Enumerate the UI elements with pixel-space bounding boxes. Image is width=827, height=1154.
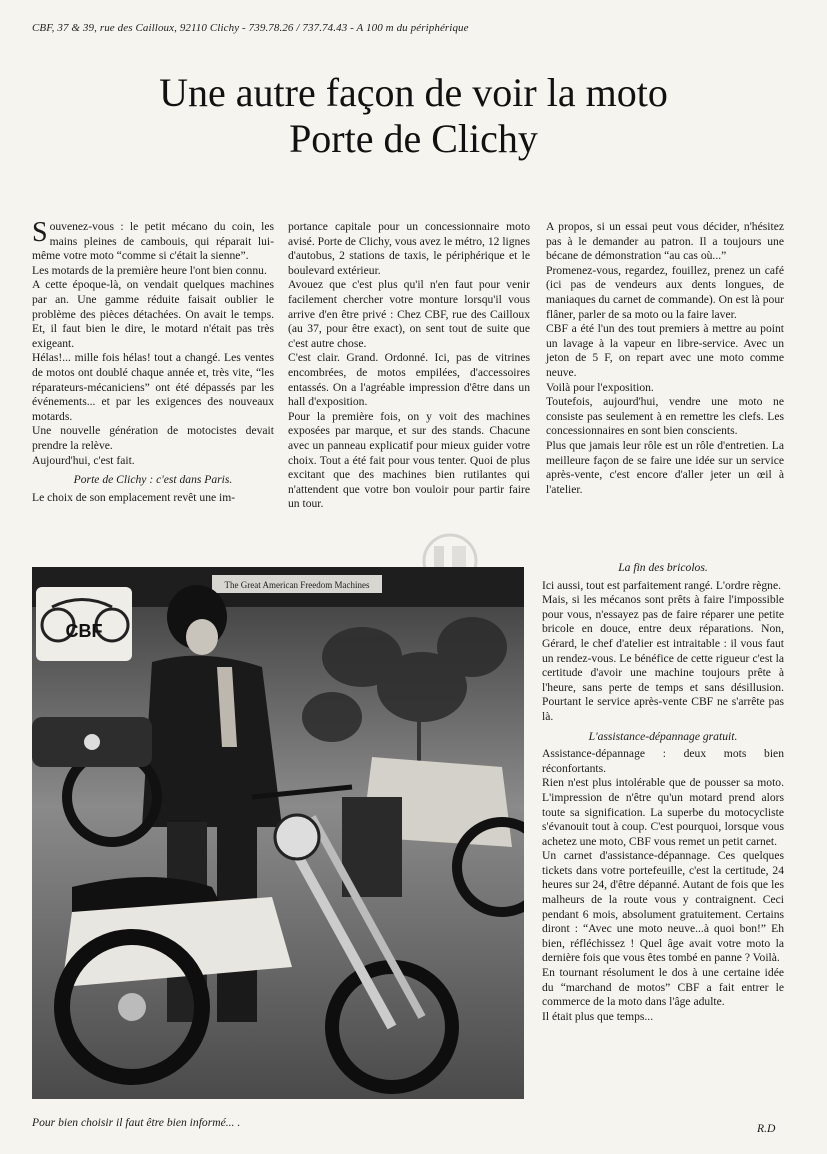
subheading: Porte de Clichy : c'est dans Paris.	[73, 473, 233, 487]
paragraph: A propos, si un essai peut vous décider, n'hésitez pas à le demander au patron. Il a toujours une bécane de démonstration “au cas où...”	[546, 220, 784, 263]
paragraph: Mais, si les mécanos sont prêts à faire l'impossible pour vous, n'essayez pas de faire réparer une petite bricole en douce, entre deux réparations. Non, Gérard, le chef d'atelier est intraitable : il vous faut un rendez-vous. Le bénéfice de cette rigueur c'est la certitude d'avoir une machine toujours prête à l'heure, sans perte de temps et sans désillusion. Pourtant le service après-vente CBF ne s'arrête pas là.	[542, 593, 784, 723]
paragraph: Promenez-vous, regardez, fouillez, prenez un café (ici pas de vendeurs aux dents longues, de maniaques du carnet de commande). On est là pour flâner, parler de sa moto ou la faire laver.	[546, 263, 784, 321]
paragraph: C'est clair. Grand. Ordonné. Ici, pas de vitrines encombrées, de motos empilées, d'accessoires entassés. On a l'agréable impression d'être dans un hall d'exposition.	[288, 351, 530, 409]
paragraph: Il était plus que temps...	[542, 1009, 654, 1023]
paragraph: A cette époque-là, on vendait quelques machines par an. Une gamme réduite faisait oublier le problème des pièces détachées. On avait le temps. Et, il faut bien le dire, le motard n'était pas très exigeant.	[32, 278, 274, 350]
paragraph: Hélas!... mille fois hélas! tout a changé. Les ventes de motos ont doublé chaque année et, très vite, “les réparateurs-mécaniciens” ont été dépassés par les événements... et par les exigences des nouveaux motards.	[32, 351, 274, 423]
article-column-3-lower	[542, 556, 784, 1024]
paragraph: Ici aussi, tout est parfaitement rangé. L'ordre règne.	[542, 578, 782, 592]
paragraph: Les motards de la première heure l'ont bien connu.	[32, 263, 267, 277]
paragraph-text: ouvenez-vous : le petit mécano du coin, les mains pleines de cambouis, qui réparait lui-même votre moto “comme si c'était la sienne”.	[32, 220, 274, 263]
showroom-photo	[32, 567, 524, 1099]
article-column-2	[288, 220, 530, 512]
paragraph: En tournant résolument le dos à une certaine idée du “marchand de motos” CBF a fait entrer le commerce de la moto dans l'âge adulte.	[542, 966, 784, 1009]
paragraph: Pour la première fois, on y voit des machines exposées par marque, et sur des stands. Chacune avec un panneau explicatif pour mieux guider votre choix. Tout a été fait pour vous tenter. Quoi de plus excitant que des machines bien rutilantes qui n'attendent que votre bon vouloir pour partir faire un tour.	[288, 409, 530, 511]
paragraph: Plus que jamais leur rôle est un rôle d'entretien. La meilleure façon de se faire une idée sur un service après-vente, c'est encore d'aller jeter un œil à l'atelier.	[546, 438, 784, 496]
title-line-2: Porte de Clichy	[289, 116, 538, 161]
author-signature: R.D	[757, 1122, 776, 1135]
paragraph: Rien n'est plus intolérable que de pousser sa moto. L'impression de n'être qu'un motard prend alors toute sa signification. La superbe du motocycliste s'évanouit tout à coup. C'est pourquoi, lorsque vous achetez une moto, CBF vous remet un petit carnet.	[542, 776, 784, 848]
header-address: CBF, 37 & 39, rue des Cailloux, 92110 Clichy - 739.78.26 / 737.74.43 - A 100 m du périphérique	[32, 22, 469, 34]
article-column-1	[32, 217, 274, 505]
showroom-photo-illustration	[32, 567, 524, 1099]
subheading: La fin des bricolos.	[618, 561, 708, 574]
paragraph: CBF a été l'un des tout premiers à mettre au point un lavage à la vapeur en libre-service. Avec un jeton de 5 F, on repart avec une moto comme neuve.	[546, 322, 784, 379]
paragraph: Assistance-dépannage : deux mots bien réconfortants.	[542, 747, 784, 775]
paragraph: Un carnet d'assistance-dépannage. Ces quelques tickets dans votre portefeuille, c'est la certitude, 24 heures sur 24, d'être dépanné. Autant de fois que les malheurs de la route vous y contraignent. Ceci pendant 6 mois, absolument gratuitement. Certains diront : “Avec une moto neuve...à quoi bon!” Eh bien, réfléchissez ! Quel âge avait votre moto la dernière fois que vous êtes tombé en panne ? Voilà.	[542, 849, 784, 965]
paragraph: Voilà pour l'exposition.	[546, 380, 654, 394]
paragraph: Une nouvelle génération de motocistes devait prendre la relève.	[32, 424, 274, 452]
drop-cap: S	[32, 217, 48, 248]
title-line-1: Une autre façon de voir la moto	[159, 70, 668, 115]
subheading: L'assistance-dépannage gratuit.	[588, 729, 738, 743]
paragraph: Le choix de son emplacement revêt une im-	[32, 490, 236, 504]
photo-caption: Pour bien choisir il faut être bien informé... .	[32, 1116, 241, 1129]
paragraph	[32, 217, 274, 264]
paragraph: portance capitale pour un concessionnaire moto avisé. Porte de Clichy, vous avez le métro, 12 lignes d'autobus, 2 stations de taxis, le périphérique et le boulevard extérieur.	[288, 220, 531, 277]
article-column-3	[546, 220, 784, 497]
paragraph: Avouez que c'est plus qu'il n'en faut pour venir facilement chercher votre monture lorsqu'il vous arrive d'en être privé : Chez CBF, rue des Cailloux (au 37, pour être exact), on sent tout de suite que c'est autre chose.	[288, 278, 530, 350]
banner-text: The Great American Freedom Machines	[224, 580, 370, 590]
page-title	[0, 70, 827, 162]
paragraph: Aujourd'hui, c'est fait.	[32, 453, 135, 467]
cbf-logo	[36, 587, 132, 661]
paragraph: Toutefois, aujourd'hui, vendre une moto ne consiste pas seulement à en remettre les clefs. Les concessionnaires en sont bien conscients.	[546, 395, 784, 438]
cbf-logo-text: CBF	[65, 621, 103, 641]
